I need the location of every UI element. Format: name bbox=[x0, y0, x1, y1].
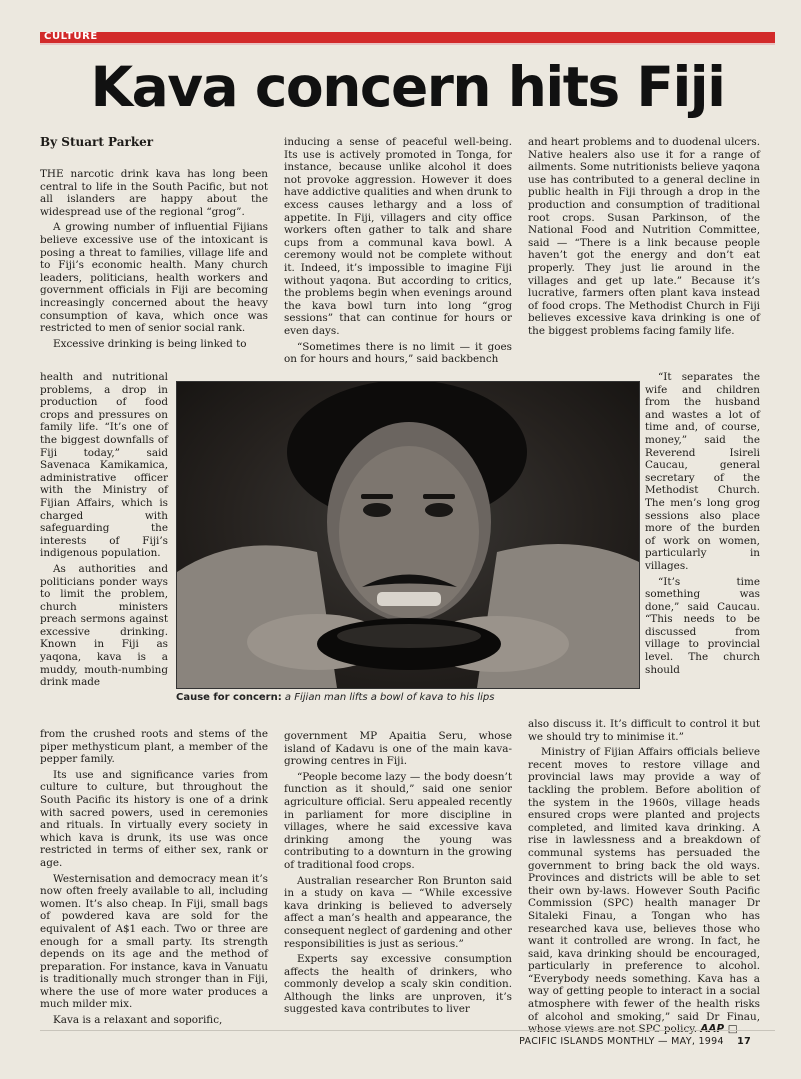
column-1-bottom bbox=[40, 728, 268, 1028]
paragraph bbox=[528, 746, 760, 1036]
column-3-top bbox=[528, 136, 760, 368]
paragraph: inducing a sense of peaceful well-being. Its use is actively promoted in Tonga, for instance, because unlike alcohol it does not provoke aggression. However it does have addictive qualities and when drunk to excess causes lethargy and a loss of appetite. In Fiji, villagers and city office workers often gather to talk and share cups from a communal kava bowl. A ceremony would not be complete without it. Indeed, it’s impossible to imagine Fiji without yaqona. But according to critics, the problems begin when evenings around the kava bowl turn into long “grog sessions” that can continue for hours or even days. bbox=[284, 136, 512, 337]
column-2-bottom bbox=[284, 730, 512, 1030]
paragraph: government MP Apaitia Seru, whose island of Kadavu is one of the main kava-growing centres in Fiji. bbox=[284, 730, 512, 768]
photo-illustration bbox=[177, 382, 639, 688]
paragraph: THE narcotic drink kava has long been central to life in the South Pacific, but not all islanders are happy about the widespread use of the regional “grog”. bbox=[40, 168, 268, 218]
column-2-top bbox=[284, 136, 512, 368]
photo-caption bbox=[176, 692, 636, 703]
photo-man-with-kava-bowl bbox=[176, 381, 640, 689]
paragraph: also discuss it. It’s difficult to control it but we should try to minimise it.” bbox=[528, 718, 760, 743]
column-1-wrap bbox=[40, 371, 168, 711]
column-3-wrap bbox=[645, 371, 760, 716]
paragraph: “It separates the wife and children from the husband and wastes a lot of time and, of course, money,” said the Reverend Isireli Caucau, general secretary of the Methodist Church. The men’s long grog sessions also place more of the burden of work on women, particularly in villages. bbox=[645, 371, 760, 572]
paragraph: from the crushed roots and stems of the piper methysticum plant, a member of the pepper family. bbox=[40, 728, 268, 766]
paragraph: Kava is a relaxant and soporific, bbox=[53, 1014, 223, 1027]
column-1-top bbox=[40, 168, 268, 358]
byline: By Stuart Parker bbox=[40, 135, 154, 149]
footer bbox=[519, 1036, 751, 1047]
section-bar bbox=[40, 32, 775, 45]
paragraph: Excessive drinking is being linked to bbox=[53, 337, 247, 350]
headline: Kava concern hits Fiji bbox=[90, 55, 725, 119]
caption-text: a Fijian man lifts a bowl of kava to his lips bbox=[284, 692, 495, 703]
section-label: CULTURE bbox=[44, 31, 98, 42]
paragraph: health and nutritional problems, a drop in production of food crops and pressures on family life. “It’s one of the biggest downfalls of Fiji today,” said Savenaca Kamikamica, administrative officer with the Ministry of Fijian Affairs, which is charged with safeguarding the interests of Fiji’s indigenous population. bbox=[40, 371, 168, 560]
column-3-bottom bbox=[528, 718, 760, 1038]
paragraph: Experts say excessive consumption affects the health of drinkers, who commonly develop a scaly skin condition. Although the links are unproven, it’s suggested kava contributes to liver bbox=[284, 953, 512, 1016]
paragraph: Westernisation and democracy mean it’s now often freely available to all, including women. It’s also cheap. In Fiji, small bags of powdered kava are sold for the equivalent of A$1 each. Two or three are enough for a small party. Its strength depends on its age and the method of preparation. For instance, kava in Vanuatu is traditionally much stronger than in Fiji, where the use of more water produces a much milder mix. bbox=[40, 872, 268, 1011]
paragraph-text: Ministry of Fijian Affairs officials believe recent moves to restore village and provincial laws may provide a way of tackling the problem. Before abolition of the system in the 1960s, village heads ensured crops were planted and projects completed, and limited kava drinking. A rise in lawlessness and a breakdown of communal systems has persuaded the government to bring back the old ways. Provinces and districts will be able to set their own by-laws. However South Pacific Commission (SPC) health manager Dr Sitaleki Finau, a Tongan who has researched kava use, believes those who want it controlled are wrong. In fact, he said, kava drinking should be encouraged, particularly in preference to alcohol. “Everybody needs something. Kava has a way of getting people to interact in a social atmosphere with fewer of the health risks of alcohol and smoking,” said Dr Finau, bbox=[528, 746, 760, 1023]
paragraph: As authorities and politicians ponder ways to limit the problem, church ministers preach sermons against excessive drinking. Known in Fiji as yaqona, kava is a muddy, mouth-numbing drink made bbox=[40, 562, 168, 689]
paragraph: Its use and significance varies from culture to culture, but throughout the South Pacific its history is one of a drink with sacred powers, used in ceremonies and rituals. In virtually every society in which kava is drunk, its use was once restricted in terms of either sex, rank or age. bbox=[40, 768, 268, 869]
paragraph: and heart problems and to duodenal ulcers. Native healers also use it for a range of ailments. Some nutritionists believe yaqona use has contributed to a general decline in public health in Fiji through a drop in the production and consumption of traditional root crops. Susan Parkinson, of the National Food and Nutrition Committee, said — “There is a link because people haven’t got the energy and don’t eat properly. They just lie around in the villages and get up late.” Because it’s lucrative, farmers often plant kava instead of food crops. The Methodist Church in Fiji believes excessive kava drinking is one of the biggest problems facing family life. bbox=[528, 136, 760, 337]
page-number: 17 bbox=[737, 1036, 751, 1047]
caption-lead: Cause for concern: bbox=[176, 692, 282, 703]
paragraph: Australian researcher Ron Brunton said in a study on kava — “While excessive kava drinking is believed to adversely affect a man’s health and appearance, the consequent neglect of gardening and other responsibilities is just as serious.” bbox=[284, 874, 512, 950]
paragraph: “People become lazy — the body doesn’t function as it should,” said one senior agriculture official. Seru appealed recently in parliament for more discipline in villages, where he said excessive kava drinking among the young was contributing to a downturn in the growing of traditional food crops. bbox=[284, 770, 512, 871]
paragraph: “It’s time something was done,” said Caucau. “This needs to be discussed from village to provincial level. The church should bbox=[645, 575, 760, 676]
paragraph: “Sometimes there is no limit — it goes on for hours and hours,” said backbench bbox=[284, 340, 512, 366]
publication-line: PACIFIC ISLANDS MONTHLY — MAY, 1994 bbox=[519, 1036, 724, 1047]
paragraph: A growing number of influential Fijians believe excessive use of the intoxicant is posing a threat to families, village life and to Fiji’s economic health. Many church leaders, politicians, health workers and government officials in Fiji are becoming increasingly concerned about the heavy consumption of kava, which once was restricted to men of senior social rank. bbox=[40, 221, 268, 335]
footer-rule bbox=[40, 1030, 775, 1031]
